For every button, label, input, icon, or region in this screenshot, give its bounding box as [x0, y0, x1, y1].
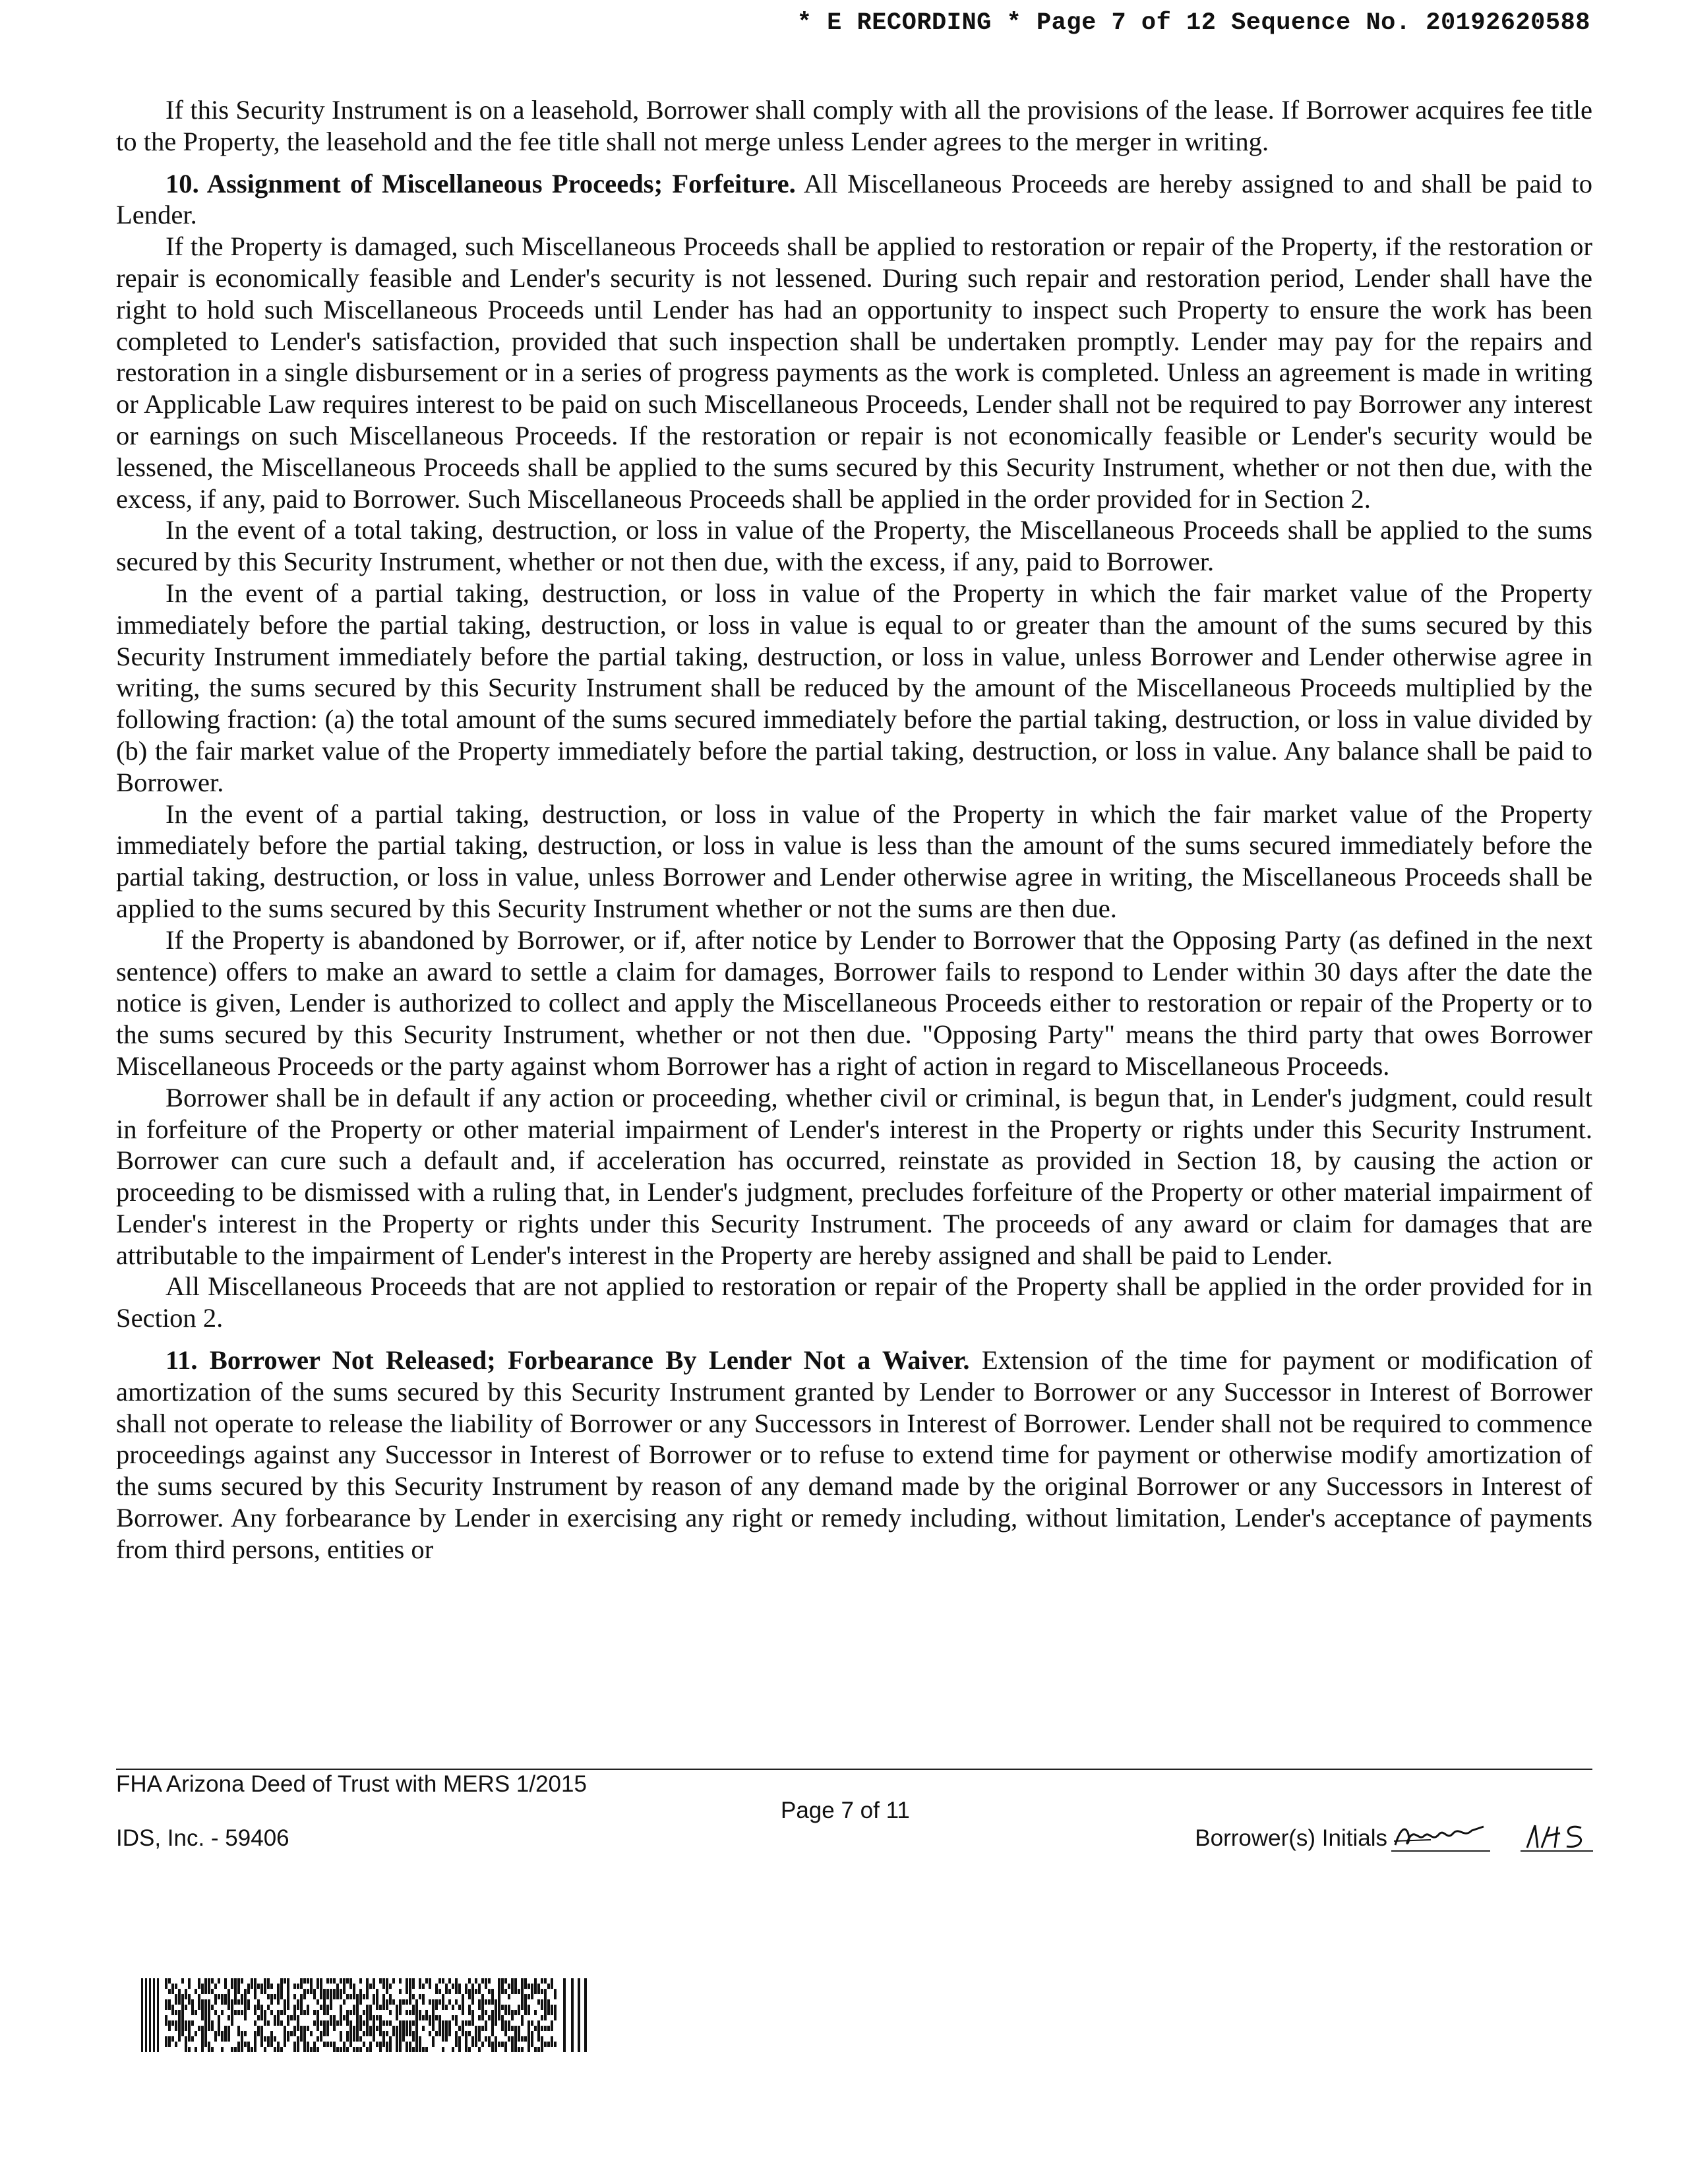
paragraph-leasehold — [116, 94, 1592, 158]
initials-signature-1 — [1391, 1821, 1490, 1852]
handwritten-initials-icon — [1391, 1821, 1490, 1850]
section-10-paragraph — [116, 168, 1592, 231]
initials-signature-2 — [1521, 1821, 1593, 1852]
barcode — [141, 1978, 589, 2052]
paragraph-text: All Miscellaneous Proceeds are hereby assigned to and shall be paid to Lender. — [116, 168, 1593, 230]
paragraph-partial-taking-greater — [116, 578, 1592, 799]
paragraph-default — [116, 1082, 1592, 1271]
paragraph-abandoned-property — [116, 925, 1592, 1082]
paragraph-text: In the event of a partial taking, destruction, or loss in value of the Property in which the fair market value of the Property immediately before the partial taking, destruction, or loss in value is equal to or greater than the amount of the sums secured by this Security Instrument immediately before the partial taking, destruction, or loss in value, unless Borrower and Lender otherwise agree in writing, the sums secured by this Security Instrument shall be reduced by the amount of the Miscellaneous Proceeds multiplied by the following fraction: (a) the total amount of the sums secured immediately before the partial taking, destruction, or loss in value divided by (b) the fair market value of the Property immediately before the partial taking, destruction, or loss in value. Any balance shall be paid to Borrower. — [116, 578, 1592, 797]
footer-divider — [116, 1769, 1592, 1770]
form-name: FHA Arizona Deed of Trust with MERS 1/2015 — [116, 1771, 587, 1797]
paragraph-text: All Miscellaneous Proceeds that are not applied to restoration or repair of the Property shall be applied in the order provided for in Section 2. — [116, 1271, 1592, 1333]
paragraph-text: In the event of a partial taking, destruction, or loss in value of the Property in which the fair market value of the Property immediately before the partial taking, destruction, or loss in value is less than the amount of the sums secured immediately before the partial taking, destruction, or loss in value, unless Borrower and Lender otherwise agree in writing, the Miscellaneous Proceeds shall be applied to the sums secured by this Security Instrument whether or not the sums are then due. — [116, 799, 1592, 923]
paragraph-text: Extension of the time for payment or modification of amortization of the sums secured by this Security Instrument granted by Lender to Borrower or any Successor in Interest of Borrower shall not operate to release the liability of Borrower or any Successors in Interest of Borrower. Lender shall not be required to commence proceedings against any Successor in Interest of Borrower or to refuse to extend time for payment or otherwise modify amortization of the sums secured by this Security Instrument by reason of any demand made by the original Borrower or any Successors in Interest of Borrower. Any forbearance by Lender in exercising any right or remedy including, without limitation, Lender's acceptance of payments from third persons, entities or — [116, 1345, 1592, 1564]
handwritten-initials-icon — [1521, 1821, 1593, 1850]
section-heading: 11. Borrower Not Released; Forbearance By Lender Not a Waiver. — [166, 1345, 970, 1376]
section-heading: 10. Assignment of Miscellaneous Proceeds; Forfeiture. — [166, 168, 796, 198]
paragraph-text: If this Security Instrument is on a leasehold, Borrower shall comply with all the provisions of the lease. If Borrower acquires fee title to the Property, the leasehold and the fee title shall not merge unless Lender agrees to the merger in writing. — [116, 95, 1592, 156]
paragraph-damaged-property — [116, 231, 1592, 514]
page-number: Page 7 of 11 — [781, 1798, 910, 1823]
vendor-id: IDS, Inc. - 59406 — [116, 1825, 289, 1851]
paragraph-text: If the Property is damaged, such Miscellaneous Proceeds shall be applied to restoration or repair of the Property, if the restoration or repair is economically feasible and Lender's security is not lessened. During such repair and restoration period, Lender shall have the right to hold such Miscellaneous Proceeds until Lender has had an opportunity to inspect such Property to ensure the work has been completed to Lender's satisfaction, provided that such inspection shall be undertaken promptly. Lender may pay for the repairs and restoration in a single disbursement or in a series of progress payments as the work is completed. Unless an agreement is made in writing or Applicable Law requires interest to be paid on such Miscellaneous Proceeds, Lender shall not be required to pay Borrower any interest or earnings on such Miscellaneous Proceeds. If the restoration or repair is not economically feasible or Lender's security would be lessened, the Miscellaneous Proceeds shall be applied to the sums secured by this Security Instrument, whether or not then due, with the excess, if any, paid to Borrower. Such Miscellaneous Proceeds shall be applied in the order provided for in Section 2. — [116, 231, 1592, 514]
paragraph-partial-taking-less — [116, 799, 1592, 925]
recording-header: * E RECORDING * Page 7 of 12 Sequence No. 20192620588 — [797, 9, 1590, 37]
document-body — [116, 94, 1592, 1565]
paragraph-text: If the Property is abandoned by Borrower, or if, after notice by Lender to Borrower that the Opposing Party (as defined in the next sentence) offers to make an award to settle a claim for damages, Borrower fails to respond to Lender within 30 days after the date the notice is given, Lender is authorized to collect and apply the Miscellaneous Proceeds either to restoration or repair of the Property or to the sums secured by this Security Instrument, whether or not then due. "Opposing Party" means the third party that owes Borrower Miscellaneous Proceeds or the party against whom Borrower has a right of action in regard to Miscellaneous Proceeds. — [116, 925, 1592, 1081]
paragraph-not-applied — [116, 1271, 1592, 1334]
paragraph-total-taking — [116, 514, 1592, 578]
paragraph-text: Borrower shall be in default if any action or proceeding, whether civil or criminal, is begun that, in Lender's judgment, could result in forfeiture of the Property or other material impairment of Lender's interest in the Property or rights under this Security Instrument. Borrower can cure such a default and, if acceleration has occurred, reinstate as provided in Section 18, by causing the action or proceeding to be dismissed with a ruling that, in Lender's judgment, precludes forfeiture of the Property or other material impairment of Lender's interest in the Property or rights under this Security Instrument. The proceeds of any award or claim for damages that are attributable to the impairment of Lender's interest in the Property are hereby assigned and shall be paid to Lender. — [116, 1082, 1592, 1270]
paragraph-text: In the event of a total taking, destruction, or loss in value of the Property, the Miscellaneous Proceeds shall be applied to the sums secured by this Security Instrument, whether or not then due, with the excess, if any, paid to Borrower. — [116, 515, 1592, 577]
borrower-initials — [1195, 1821, 1593, 1852]
section-11-paragraph — [116, 1345, 1592, 1565]
initials-label: Borrower(s) Initials — [1195, 1825, 1387, 1851]
